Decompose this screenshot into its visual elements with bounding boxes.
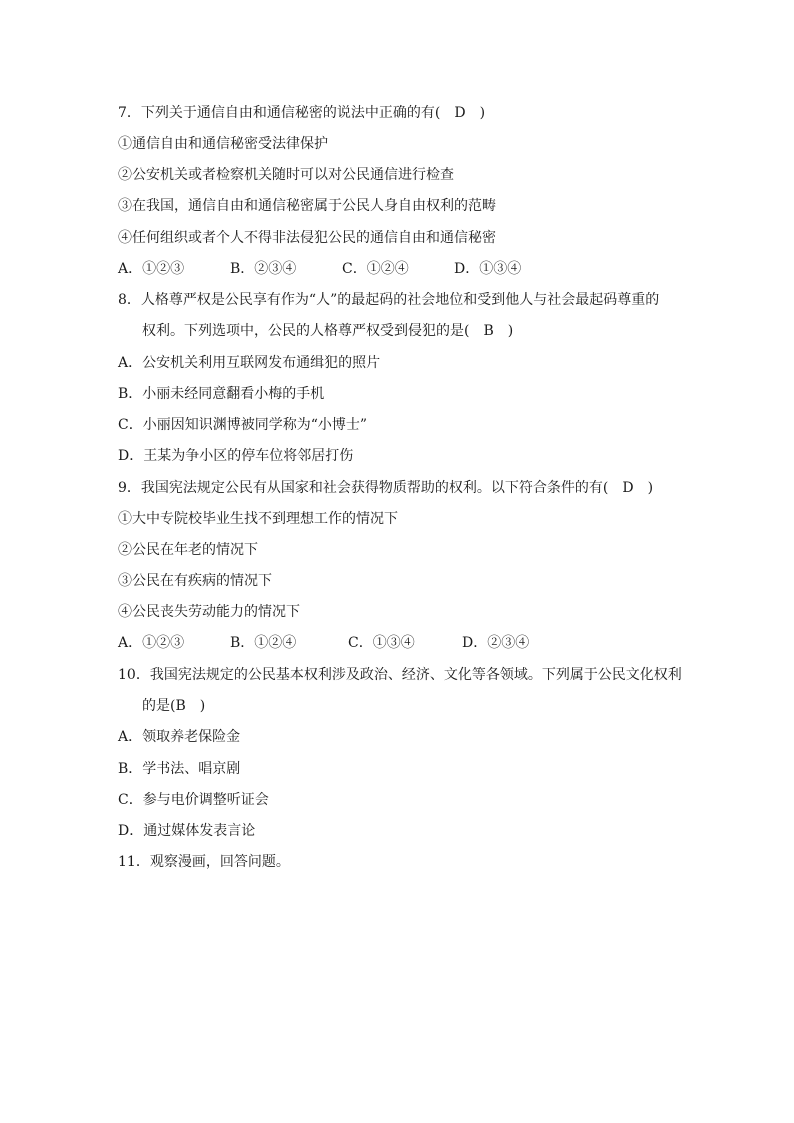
question-7-statement-1: ①通信自由和通信秘密受法律保护	[118, 136, 328, 152]
question-9-statement-4: ④公民丧失劳动能力的情况下	[118, 604, 300, 620]
question-9-statement-1: ①大中专院校毕业生找不到理想工作的情况下	[118, 511, 398, 527]
question-10-option-a: A．领取养老保险金	[118, 729, 241, 745]
question-7-statement-2: ②公安机关或者检察机关随时可以对公民通信进行检查	[118, 167, 454, 183]
question-11-stem: 11．观察漫画，回答问题。	[118, 854, 290, 870]
question-10-stem: 10．我国宪法规定的公民基本权利涉及政治、经济、文化等各领域。下列属于公民文化权利	[118, 667, 682, 683]
question-7-option-d: D．①③④	[454, 261, 522, 277]
question-9-statement-3: ③公民在有疾病的情况下	[118, 573, 272, 589]
question-10-stem-continued: 的是(B )	[142, 698, 206, 714]
question-9-stem: 9．我国宪法规定公民有从国家和社会获得物质帮助的权利。以下符合条件的有( D )	[118, 480, 654, 496]
question-7-option-c: C．①②④	[342, 261, 409, 277]
question-9-statement-2: ②公民在年老的情况下	[118, 542, 258, 558]
question-8-option-c: C．小丽因知识渊博被同学称为“小博士”	[118, 417, 368, 433]
question-7-statement-3: ③在我国，通信自由和通信秘密属于公民人身自由权利的范畴	[118, 198, 496, 214]
question-7-stem: 7．下列关于通信自由和通信秘密的说法中正确的有( D )	[118, 105, 486, 121]
question-9-option-c: C．①③④	[348, 635, 415, 651]
question-10-option-c: C．参与电价调整听证会	[118, 792, 269, 808]
question-8-option-d: D．王某为争小区的停车位将邻居打伤	[118, 448, 354, 464]
question-8-option-a: A．公安机关利用互联网发布通缉犯的照片	[118, 355, 381, 371]
question-9-option-b: B．①②④	[230, 635, 297, 651]
question-8-stem-continued: 权利。下列选项中，公民的人格尊严权受到侵犯的是( B )	[142, 323, 514, 339]
question-9-option-a: A．①②③	[118, 635, 185, 651]
question-7-option-b: B．②③④	[230, 261, 297, 277]
question-7-option-a: A．①②③	[118, 261, 185, 277]
question-9-option-d: D．②③④	[462, 635, 530, 651]
question-10-option-d: D．通过媒体发表言论	[118, 823, 256, 839]
question-8-stem: 8．人格尊严权是公民享有作为“人”的最起码的社会地位和受到他人与社会最起码尊重的	[118, 292, 660, 308]
question-7-statement-4: ④任何组织或者个人不得非法侵犯公民的通信自由和通信秘密	[118, 230, 496, 246]
question-10-option-b: B．学书法、唱京剧	[118, 761, 241, 777]
question-8-option-b: B．小丽未经同意翻看小梅的手机	[118, 386, 325, 402]
